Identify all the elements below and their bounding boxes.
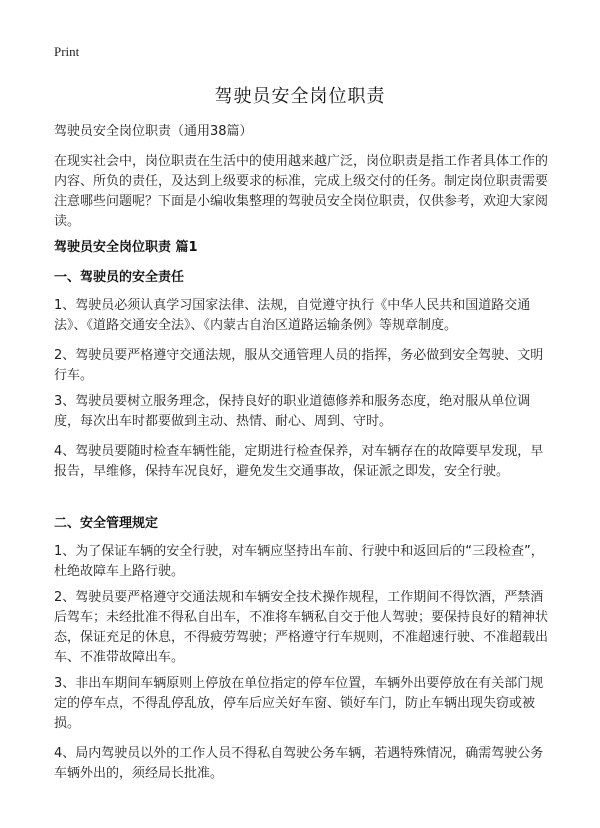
section-heading-safety-responsibility: 一、驾驶员的安全责任: [54, 270, 185, 285]
paragraph-item: 3、非出车期间车辆原则上停放在单位指定的停车位置，车辆外出要停放在有关部门规定的停车点，不得乱停乱放，停车后应关好车窗、锁好车门，防止车辆出现失窃或被损。: [54, 676, 544, 731]
page-title: 驾驶员安全岗位职责: [214, 86, 386, 107]
paragraph-item: 4、局内驾驶员以外的工作人员不得私自驾驶公务车辆，若遇特殊情况，确需驾驶公务车辆外出的，须经局长批准。: [54, 746, 544, 781]
paragraph-item: 2、驾驶员要严格遵守交通法规，服从交通管理人员的指挥，务必做到安全驾驶、文明行车。: [54, 348, 544, 383]
section-heading-safety-management: 二、安全管理规定: [54, 516, 159, 531]
chapter-title: 驾驶员安全岗位职责 篇1: [54, 240, 198, 255]
paragraph-item: 4、驾驶员要随时检查车辆性能，定期进行检查保养，对车辆存在的故障要早发现，早报告，早维修，保持车况良好，避免发生交通事故，保证派之即发，安全行驶。: [54, 444, 544, 479]
paragraph-item: 1、驾驶员必须认真学习国家法律、法规，自觉遵守执行《中华人民共和国道路交通法》、《道路交通安全法》、《内蒙古自治区道路运输条例》等规章制度。: [54, 298, 531, 333]
intro-paragraph: 在现实社会中，岗位职责在生活中的使用越来越广泛，岗位职责是指工作者具体工作的内容、所负的责任，及达到上级要求的标准，完成上级交付的任务。制定岗位职责需要注意哪些问题呢？下面是小编收集整理的驾驶员安全岗位职责，仅供参考，欢迎大家阅读。: [54, 154, 549, 229]
paragraph-item: 2、驾驶员要严格遵守交通法规和车辆安全技术操作规程，工作期间不得饮酒，严禁酒后驾车；未经批准不得私自出车，不准将车辆私自交于他人驾驶；要保持良好的精神状态，保证充足的休息，不得疲劳驾驶；严格遵守行车规则，不准超速行驶、不准超载出车、不准带故障出车。: [54, 590, 549, 665]
document-subtitle: 驾驶员安全岗位职责（通用38篇）: [54, 124, 253, 139]
print-link[interactable]: Print: [54, 44, 80, 59]
paragraph-item: 3、驾驶员要树立服务理念，保持良好的职业道德修养和服务态度，绝对服从单位调度，每次出车时都要做到主动、热情、耐心、周到、守时。: [54, 394, 531, 429]
paragraph-item: 1、为了保证车辆的安全行驶，对车辆应坚持出车前、行驶中和返回后的“三段检查”，杜绝故障车上路行驶。: [54, 544, 544, 579]
